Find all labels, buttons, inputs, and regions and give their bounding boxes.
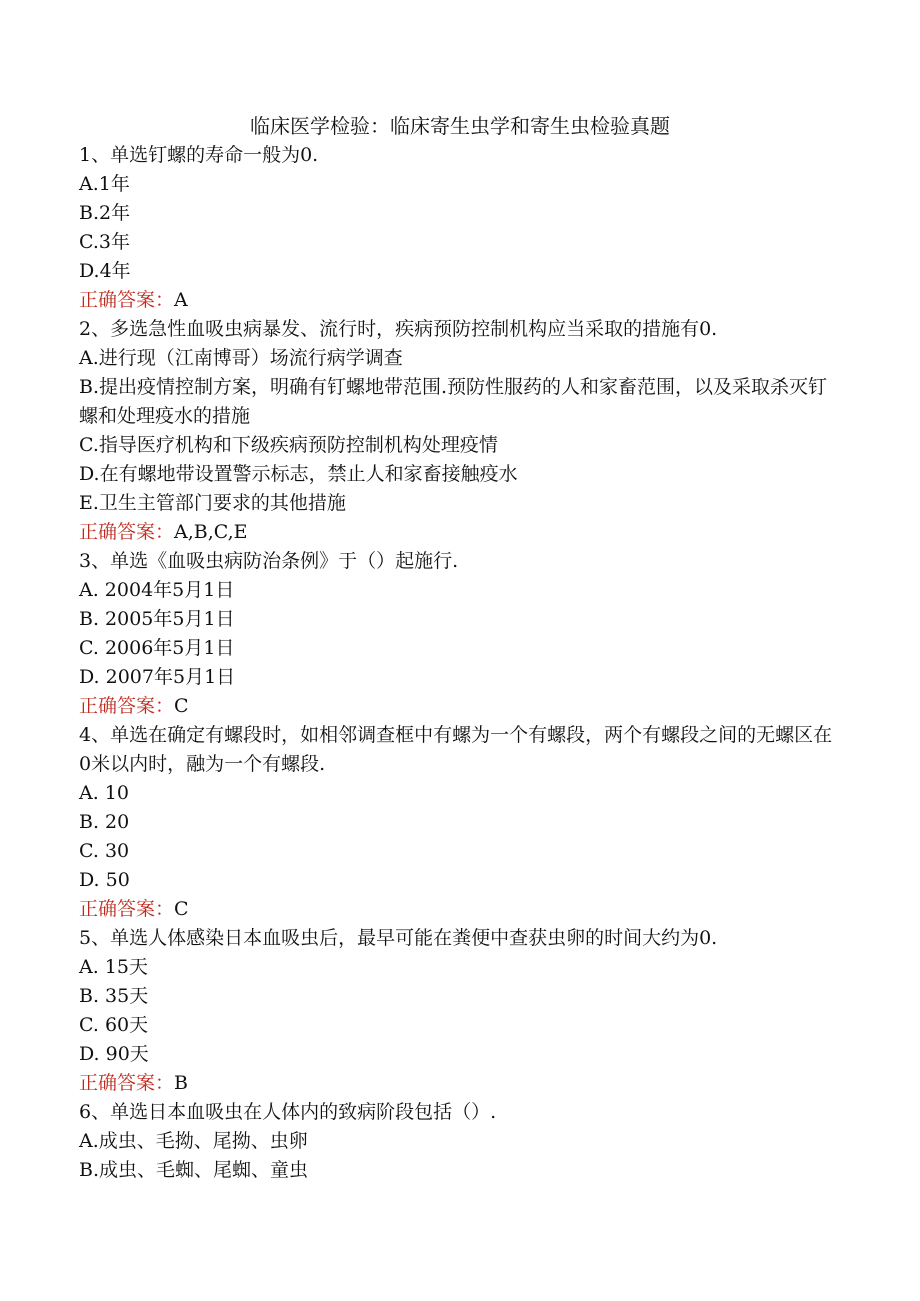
option: A.成虫、毛拗、尾拗、虫卵 (79, 1130, 308, 1152)
answer-label: 正确答案： (79, 695, 175, 717)
question-stem: 4、单选在确定有螺段时，如相邻调查框中有螺为一个有螺段，两个有螺段之间的无螺区在0米以内时，融为一个有螺段. (79, 724, 833, 775)
option: A. 2004年5月1日 (79, 579, 235, 601)
option: D. 2007年5月1日 (79, 666, 236, 688)
option: A.1年 (79, 173, 130, 195)
answer-line (79, 1069, 839, 1098)
question-stem: 5、单选人体感染日本血吸虫后，最早可能在粪便中查获虫卵的时间大约为0. (79, 927, 718, 949)
option: D.4年 (79, 260, 131, 282)
answer-line (79, 895, 839, 924)
answer-label: 正确答案： (79, 521, 175, 543)
option: C. 2006年5月1日 (79, 637, 235, 659)
question-stem: 3、单选《血吸虫病防治条例》于（）起施行. (79, 550, 459, 572)
option: D. 90天 (79, 1043, 149, 1065)
option: B.2年 (79, 202, 131, 224)
answer-line (79, 692, 839, 721)
option: B. 35天 (79, 985, 149, 1007)
question-stem: 1、单选钉螺的寿命一般为0. (79, 144, 319, 166)
option: B.提出疫情控制方案，明确有钉螺地带范围.预防性服药的人和家畜范围，以及采取杀灭钉螺和处理疫水的措施 (79, 376, 828, 427)
answer-value: A,B,C,E (174, 521, 248, 543)
option: B. 20 (79, 811, 130, 833)
option: A.进行现（江南博哥）场流行病学调查 (79, 347, 403, 369)
option: A. 15天 (79, 956, 148, 978)
option: A. 10 (79, 782, 129, 804)
option: C.指导医疗机构和下级疾病预防控制机构处理疫情 (79, 434, 498, 456)
option: E.卫生主管部门要求的其他措施 (79, 492, 346, 514)
document-title: 临床医学检验：临床寄生虫学和寄生虫检验真题 (250, 114, 670, 138)
answer-label: 正确答案： (79, 289, 175, 311)
question-stem: 2、多选急性血吸虫病暴发、流行时，疾病预防控制机构应当采取的措施有0. (79, 318, 718, 340)
option: D.在有螺地带设置警示标志，禁止人和家畜接触疫水 (79, 463, 518, 485)
answer-value: C (174, 898, 189, 920)
answer-label: 正确答案： (79, 1072, 175, 1094)
option: B. 2005年5月1日 (79, 608, 235, 630)
option: C. 30 (79, 840, 130, 862)
option: C. 60天 (79, 1014, 149, 1036)
option: D. 50 (79, 869, 130, 891)
answer-value: A (174, 289, 188, 311)
answer-line (79, 286, 839, 315)
question-stem: 6、单选日本血吸虫在人体内的致病阶段包括（）. (79, 1101, 497, 1123)
question-list (79, 141, 839, 1185)
answer-value: C (174, 695, 189, 717)
answer-line (79, 518, 839, 547)
option: B.成虫、毛蜘、尾蜘、童虫 (79, 1159, 309, 1181)
answer-label: 正确答案： (79, 898, 175, 920)
option: C.3年 (79, 231, 130, 253)
answer-value: B (174, 1072, 188, 1094)
